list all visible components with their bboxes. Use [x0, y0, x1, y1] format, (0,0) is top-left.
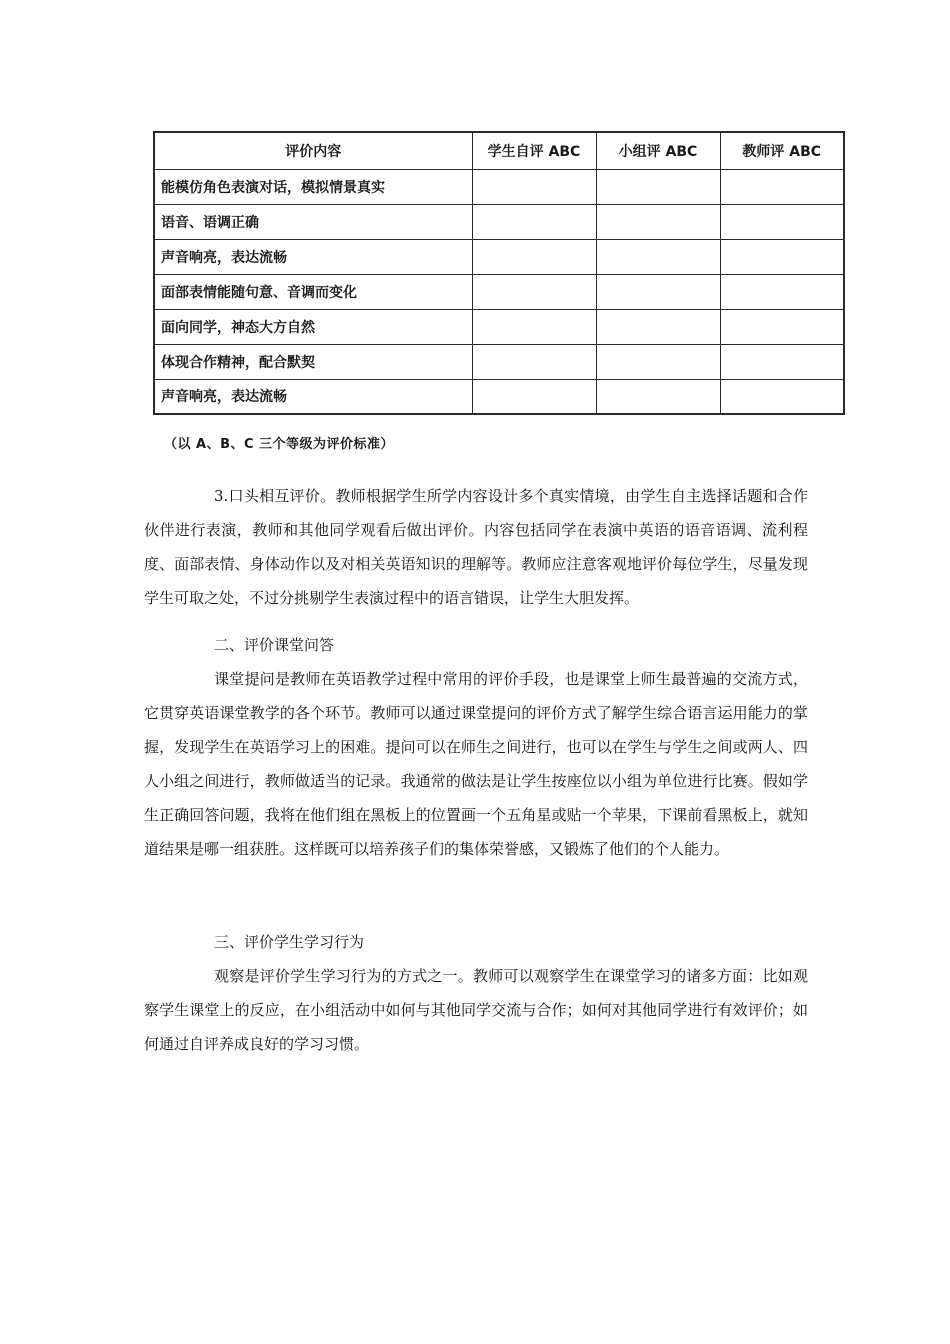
row-item: 声音响亮，表达流畅: [154, 239, 472, 274]
body-section-3: [144, 925, 808, 1061]
group-eval-cell: [596, 274, 720, 309]
table-row: [154, 379, 844, 414]
section-heading-classroom-qa: 二、评价课堂问答: [214, 636, 335, 654]
header-group-eval: 小组评 ABC: [596, 132, 720, 169]
table-row: [154, 344, 844, 379]
table-note: （以 A、B、C 三个等级为评价标准）: [164, 437, 395, 452]
paragraph-oral-evaluation: 3.口头相互评价。教师根据学生所学内容设计多个真实情境，由学生自主选择话题和合作伙伴进行表演，教师和其他同学观看后做出评价。内容包括同学在表演中英语的语音语调、流利程度、面部表情、身体动作以及对相关英语知识的理解等。教师应注意客观地评价每位学生，尽量发现学生可取之处，不过分挑剔学生表演过程中的语言错误，让学生大胆发挥。: [144, 487, 808, 607]
row-item: 面向同学，神态大方自然: [154, 309, 472, 344]
row-item: 声音响亮，表达流畅: [154, 379, 472, 414]
row-item: 能模仿角色表演对话，模拟情景真实: [154, 169, 472, 204]
evaluation-table: [153, 131, 845, 415]
table-row: [154, 274, 844, 309]
self-eval-cell: [472, 204, 596, 239]
self-eval-cell: [472, 169, 596, 204]
paragraph-learning-behavior: 观察是评价学生学习行为的方式之一。教师可以观察学生在课堂学习的诸多方面：比如观察学生课堂上的反应，在小组活动中如何与其他同学交流与合作；如何对其他同学进行有效评价；如何通过自评养成良好的学习习惯。: [144, 967, 808, 1053]
self-eval-cell: [472, 239, 596, 274]
group-eval-cell: [596, 204, 720, 239]
self-eval-cell: [472, 379, 596, 414]
teacher-eval-cell: [720, 204, 844, 239]
self-eval-cell: [472, 344, 596, 379]
self-eval-cell: [472, 309, 596, 344]
row-item: 语音、语调正确: [154, 204, 472, 239]
header-self-eval: 学生自评 ABC: [472, 132, 596, 169]
header-teacher-eval: 教师评 ABC: [720, 132, 844, 169]
paragraph-classroom-qa: 课堂提问是教师在英语教学过程中常用的评价手段，也是课堂上师生最普遍的交流方式，它贯穿英语课堂教学的各个环节。教师可以通过课堂提问的评价方式了解学生综合语言运用能力的掌握，发现学生在英语学习上的困难。提问可以在师生之间进行，也可以在学生与学生之间或两人、四人小组之间进行，教师做适当的记录。我通常的做法是让学生按座位以小组为单位进行比赛。假如学生正确回答问题，我将在他们组在黑板上的位置画一个五角星或贴一个苹果，下课前看黑板上，就知道结果是哪一组获胜。这样既可以培养孩子们的集体荣誉感，又锻炼了他们的个人能力。: [144, 670, 808, 858]
teacher-eval-cell: [720, 344, 844, 379]
section-heading-learning-behavior: 三、评价学生学习行为: [214, 933, 365, 951]
teacher-eval-cell: [720, 309, 844, 344]
group-eval-cell: [596, 239, 720, 274]
teacher-eval-cell: [720, 169, 844, 204]
table-row: [154, 239, 844, 274]
teacher-eval-cell: [720, 239, 844, 274]
group-eval-cell: [596, 309, 720, 344]
row-item: 体现合作精神，配合默契: [154, 344, 472, 379]
self-eval-cell: [472, 274, 596, 309]
table-header-row: [154, 132, 844, 169]
group-eval-cell: [596, 379, 720, 414]
table-row: [154, 309, 844, 344]
teacher-eval-cell: [720, 274, 844, 309]
group-eval-cell: [596, 344, 720, 379]
body-section-1: [144, 479, 808, 615]
teacher-eval-cell: [720, 379, 844, 414]
header-content: 评价内容: [154, 132, 472, 169]
body-section-2: [144, 628, 808, 866]
row-item: 面部表情能随句意、音调而变化: [154, 274, 472, 309]
table-row: [154, 169, 844, 204]
group-eval-cell: [596, 169, 720, 204]
table-row: [154, 204, 844, 239]
